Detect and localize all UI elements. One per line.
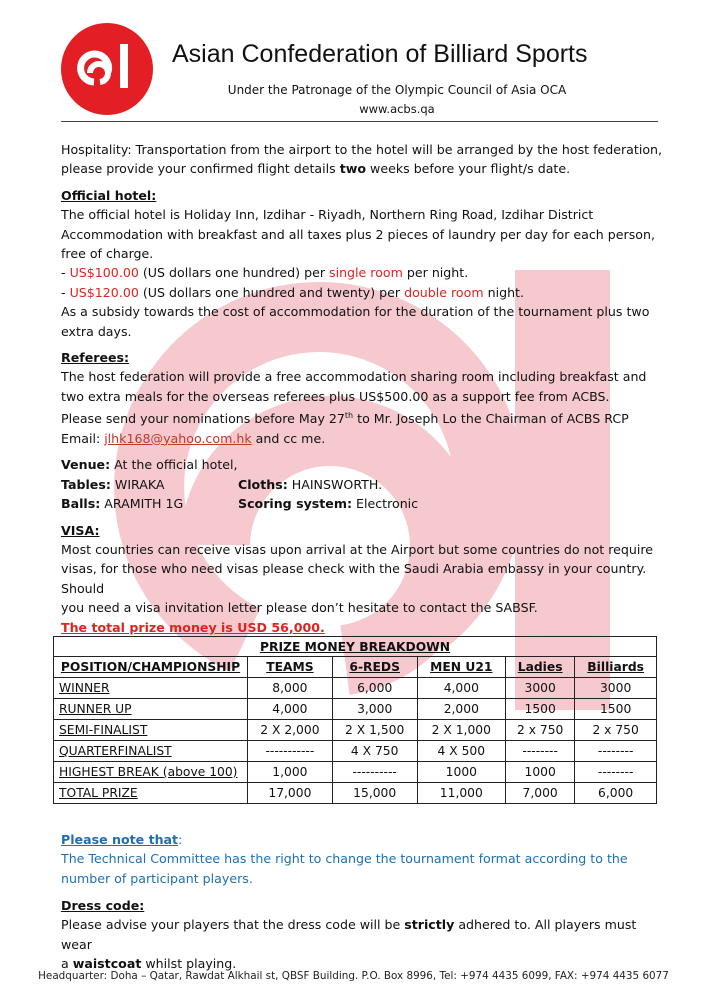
column-header: MEN U21 bbox=[417, 657, 505, 678]
table-cell: ---------- bbox=[332, 762, 417, 783]
single-room-rate: - US$100.00 (US dollars one hundred) per single room per night. bbox=[61, 265, 469, 281]
table-cell: 4,000 bbox=[248, 699, 333, 720]
table-row bbox=[54, 783, 657, 804]
cloths-spec: Cloths: HAINSWORTH. bbox=[238, 476, 383, 492]
table-cell: 1,000 bbox=[248, 762, 333, 783]
table-cell: 15,000 bbox=[332, 783, 417, 804]
visa-heading: VISA: bbox=[61, 522, 100, 538]
table-cell: 6,000 bbox=[575, 783, 657, 804]
venue-line: Venue: At the official hotel, bbox=[61, 457, 238, 473]
table-row bbox=[54, 699, 657, 720]
dress-code-section bbox=[61, 896, 671, 974]
website-link[interactable]: www.acbs.qa bbox=[359, 102, 435, 116]
table-cell: QUARTERFINALIST bbox=[54, 741, 248, 762]
footer-address: Headquarter: Doha – Qatar, Rawdat Alkhail st, QBSF Building. P.O. Box 8996, Tel: +974 4435 6099, FAX: +974 4435 6077 bbox=[38, 970, 669, 982]
table-cell: 2 X 1,500 bbox=[332, 720, 417, 741]
table-cell: 1000 bbox=[506, 762, 575, 783]
header-divider bbox=[61, 121, 658, 122]
dress-line-2: a waistcoat whilst playing. bbox=[61, 956, 237, 972]
table-cell: 2 x 750 bbox=[506, 720, 575, 741]
column-header: TEAMS bbox=[248, 657, 333, 678]
table-cell: SEMI-FINALIST bbox=[54, 720, 248, 741]
note-heading: Please note that: bbox=[61, 832, 183, 847]
table-cell: 2 x 750 bbox=[575, 720, 657, 741]
table-cell: 8,000 bbox=[248, 678, 333, 699]
table-cell: 3000 bbox=[575, 678, 657, 699]
visa-line-2: visas, for those who need visas please check with the Saudi Arabia embassy in your country. Should bbox=[61, 561, 647, 596]
hotel-line-5: extra days. bbox=[61, 323, 132, 339]
referees-email-line: Email: jlhk168@yahoo.com.hk and cc me. bbox=[61, 430, 326, 446]
dress-line-1: Please advise your players that the dress code will be strictly adhered to. All players must wear bbox=[61, 917, 637, 952]
referees-heading: Referees: bbox=[61, 350, 130, 366]
table-cell: 2,000 bbox=[417, 699, 505, 720]
table-cell: 2 X 2,000 bbox=[248, 720, 333, 741]
table-cell: -------- bbox=[575, 762, 657, 783]
hospitality-line-1: Hospitality: Transportation from the airport to the hotel will be arranged by the host federation, bbox=[61, 142, 663, 157]
visa-line-3: you need a visa invitation letter please don’t hesitate to contact the SABSF. bbox=[61, 600, 538, 616]
email-link[interactable]: jlhk168@yahoo.com.hk bbox=[104, 430, 252, 446]
hotel-line-2: Accommodation with breakfast and all taxes plus 2 pieces of laundry per day for each person, bbox=[61, 226, 655, 242]
column-header: Billiards bbox=[575, 657, 657, 678]
table-cell: 3,000 bbox=[332, 699, 417, 720]
table-cell: 4 X 750 bbox=[332, 741, 417, 762]
note-section bbox=[61, 830, 671, 888]
prize-table-caption: PRIZE MONEY BREAKDOWN bbox=[54, 637, 657, 657]
table-cell: WINNER bbox=[54, 678, 248, 699]
hotel-line-1: The official hotel is Holiday Inn, Izdihar - Riyadh, Northern Ring Road, Izdihar District bbox=[61, 207, 594, 223]
double-room-rate: - US$120.00 (US dollars one hundred and twenty) per double room night. bbox=[61, 284, 524, 300]
table-cell: -------- bbox=[575, 741, 657, 762]
table-cell: 1500 bbox=[575, 699, 657, 720]
table-cell: -------- bbox=[506, 741, 575, 762]
prize-money-table bbox=[53, 636, 657, 804]
hotel-line-4: As a subsidy towards the cost of accommodation for the duration of the tournament plus two bbox=[61, 304, 650, 320]
table-cell: 11,000 bbox=[417, 783, 505, 804]
balls-spec: Balls: ARAMITH 1G bbox=[61, 496, 184, 512]
note-line-1: The Technical Committee has the right to change the tournament format according to the bbox=[61, 851, 628, 867]
table-cell: 1000 bbox=[417, 762, 505, 783]
table-row bbox=[54, 678, 657, 699]
equipment-grid bbox=[61, 475, 671, 514]
patronage-line: Under the Patronage of the Olympic Council of Asia OCA bbox=[227, 83, 567, 97]
hotel-line-3: free of charge. bbox=[61, 246, 154, 262]
referees-line-1: The host federation will provide a free accommodation sharing room including breakfast and bbox=[61, 369, 647, 385]
table-row bbox=[54, 720, 657, 741]
table-cell: 17,000 bbox=[248, 783, 333, 804]
prize-table-header bbox=[54, 657, 657, 678]
table-cell: RUNNER UP bbox=[54, 699, 248, 720]
referees-line-2: two extra meals for the overseas referees plus US$500.00 as a support fee from ACBS. bbox=[61, 388, 610, 404]
note-line-2: number of participant players. bbox=[61, 870, 253, 886]
hotel-heading: Official hotel: bbox=[61, 187, 157, 203]
table-row bbox=[54, 762, 657, 783]
hospitality-line-2: please provide your confirmed flight details two weeks before your flight/s date. bbox=[61, 161, 571, 177]
scoring-spec: Scoring system: Electronic bbox=[238, 496, 419, 512]
table-cell: 3000 bbox=[506, 678, 575, 699]
column-header: 6-REDS bbox=[332, 657, 417, 678]
table-row bbox=[54, 741, 657, 762]
document-body bbox=[61, 140, 671, 637]
visa-line-1: Most countries can receive visas upon arrival at the Airport but some countries do not require bbox=[61, 541, 653, 557]
org-name: Asian Confederation of Billiard Sports bbox=[172, 40, 588, 68]
referees-line-3: Please send your nominations before May 27th to Mr. Joseph Lo the Chairman of ACBS RCP bbox=[61, 411, 629, 427]
table-cell: TOTAL PRIZE bbox=[54, 783, 248, 804]
total-prize-money: The total prize money is USD 56,000. bbox=[61, 619, 325, 635]
table-cell: 1500 bbox=[506, 699, 575, 720]
tables-spec: Tables: WIRAKA bbox=[61, 476, 165, 492]
table-cell: 6,000 bbox=[332, 678, 417, 699]
table-cell: 4 X 500 bbox=[417, 741, 505, 762]
dress-heading: Dress code: bbox=[61, 898, 145, 913]
column-header: Ladies bbox=[506, 657, 575, 678]
table-cell: 4,000 bbox=[417, 678, 505, 699]
table-cell: ----------- bbox=[248, 741, 333, 762]
column-header: POSITION/CHAMPIONSHIP bbox=[54, 657, 248, 678]
table-cell: 7,000 bbox=[506, 783, 575, 804]
table-cell: HIGHEST BREAK (above 100) bbox=[54, 762, 248, 783]
table-cell: 2 X 1,000 bbox=[417, 720, 505, 741]
